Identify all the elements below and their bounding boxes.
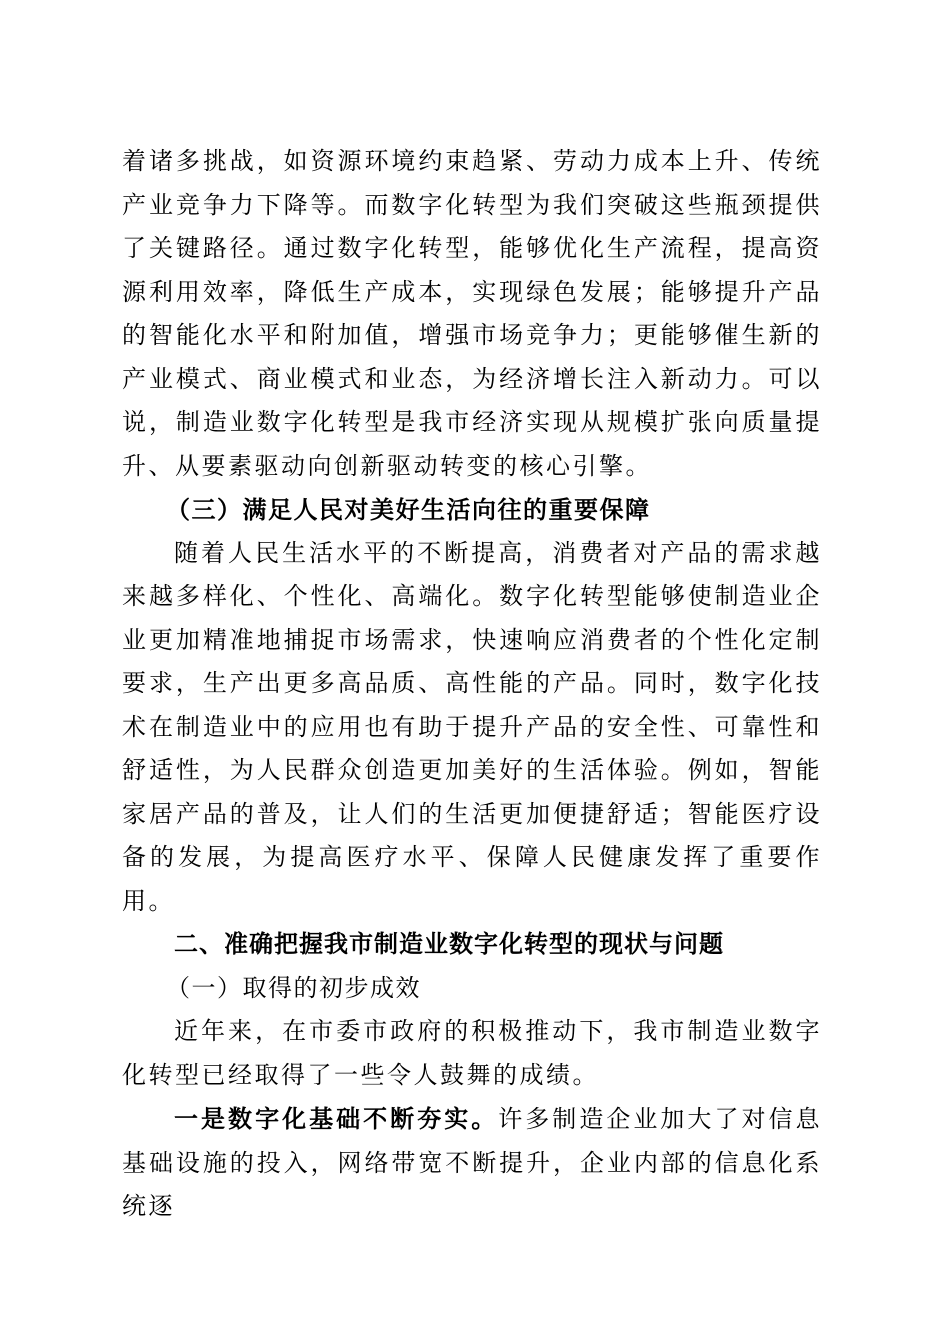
part-2-sub-1-paragraph: 近年来，在市委市政府的积极推动下，我市制造业数字化转型已经取得了一些令人鼓舞的成绩。 <box>122 1017 822 1089</box>
part-2-heading: 二、准确把握我市制造业数字化转型的现状与问题 <box>174 930 724 958</box>
point-1-text: 许多制造企业加大了对信息基础设施的投入，网络带宽不断提升，企业内部的信息化系统逐 <box>122 1105 823 1220</box>
point-1-paragraph <box>122 1097 822 1229</box>
paragraph-continued: 着诸多挑战，如资源环境约束趋紧、劳动力成本上升、传统产业竞争力下降等。而数字化转型为我们突破这些瓶颈提供了关键路径。通过数字化转型，能够优化生产流程，提高资源利用效率，降低生产成本，实现绿色发展；能够提升产品的智能化水平和附加值，增强市场竞争力；更能够催生新的产业模式、商业模式和业态，为经济增长注入新动力。可以说，制造业数字化转型是我市经济实现从规模扩张向质量提升、从要素驱动向创新驱动转变的核心引擎。 <box>122 147 822 480</box>
section-3-heading: （三）满足人民对美好生活向往的重要保障 <box>166 495 651 524</box>
document-body <box>122 140 822 1229</box>
section-3-paragraph: 随着人民生活水平的不断提高，消费者对产品的需求越来越多样化、个性化、高端化。数字化转型能够使制造业企业更加精准地捕捉市场需求，快速响应消费者的个性化定制要求，生产出更多高品质、高性能的产品。同时，数字化技术在制造业中的应用也有助于提升产品的安全性、可靠性和舒适性，为人民群众创造更加美好的生活体验。例如，智能家居产品的普及，让人们的生活更加便捷舒适；智能医疗设备的发展，为提高医疗水平、保障人民健康发挥了重要作用。 <box>122 538 822 915</box>
part-2-sub-1-heading: （一）取得的初步成效 <box>166 973 421 1002</box>
point-1-lead: 一是数字化基础不断夯实。 <box>174 1104 499 1133</box>
